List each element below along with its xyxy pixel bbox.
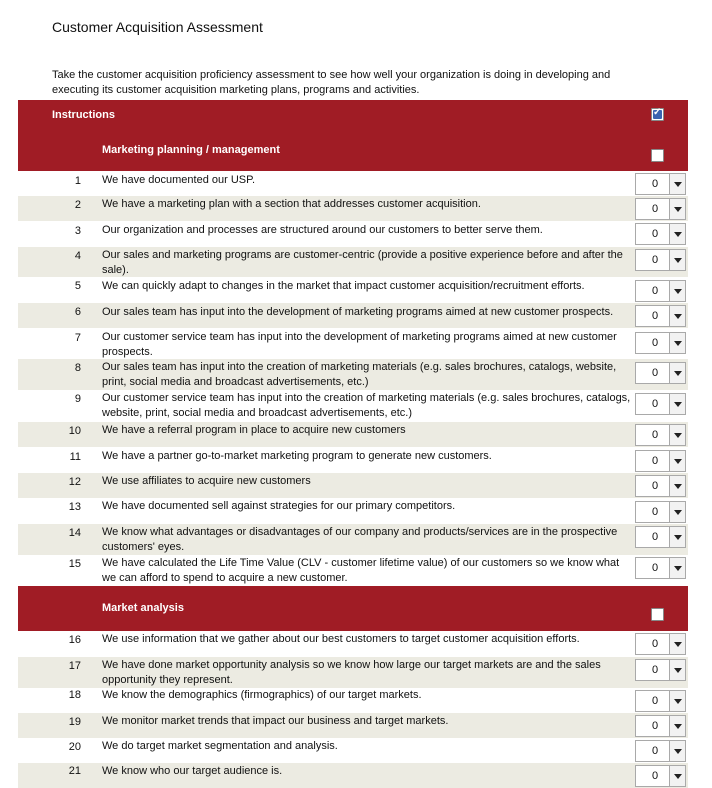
- question-text: Our sales and marketing programs are customer-centric (provide a positive experience before and after the sale).: [102, 249, 623, 276]
- score-select[interactable]: [635, 393, 686, 415]
- question-number: 1: [74, 175, 81, 187]
- question-text: Our customer service team has input into the creation of marketing materials (e.g. sales brochures, catalogs, website, print, social media and broadcast advertisements, etc.): [102, 392, 631, 419]
- score-select[interactable]: [635, 450, 686, 472]
- score-select[interactable]: [635, 305, 686, 327]
- question-row: [18, 277, 688, 303]
- page-title: Customer Acquisition Assessment: [52, 19, 263, 35]
- score-value: 0: [652, 664, 659, 676]
- chevron-down-icon[interactable]: [669, 363, 685, 383]
- section-checkbox[interactable]: [651, 149, 664, 162]
- score-value: 0: [652, 531, 659, 543]
- question-text: Our customer service team has input into the development of marketing programs aimed at new customer prospects.: [102, 331, 617, 358]
- question-row: [18, 328, 688, 359]
- question-number: 13: [68, 501, 81, 513]
- question-number: 14: [68, 527, 81, 539]
- question-text: We have a referral program in place to acquire new customers: [102, 424, 406, 436]
- chevron-down-icon[interactable]: [669, 394, 685, 414]
- question-number: 4: [74, 250, 81, 262]
- question-number: 19: [68, 716, 81, 728]
- question-text: We have calculated the Life Time Value (CLV - customer lifetime value) of our customers so we know what we can afford to spend to acquire a new customer.: [102, 557, 620, 584]
- chevron-down-icon[interactable]: [669, 558, 685, 578]
- chevron-down-icon[interactable]: [669, 691, 685, 711]
- score-select[interactable]: [635, 501, 686, 523]
- score-select[interactable]: [635, 280, 686, 302]
- question-number: 15: [68, 558, 81, 570]
- question-number: 10: [68, 425, 81, 437]
- question-row: [18, 555, 688, 586]
- instructions-bar[interactable]: [18, 100, 688, 130]
- question-text: We do target market segmentation and analysis.: [102, 740, 338, 752]
- score-value: 0: [652, 228, 659, 240]
- section-header-market-analysis: [18, 586, 688, 631]
- instructions-label: Instructions: [52, 109, 115, 121]
- question-number: 6: [74, 306, 81, 318]
- section-label: Market analysis: [102, 602, 184, 614]
- score-value: 0: [652, 720, 659, 732]
- question-number: 3: [74, 225, 81, 237]
- question-number: 11: [69, 451, 81, 463]
- chevron-down-icon[interactable]: [669, 174, 685, 194]
- score-select[interactable]: [635, 424, 686, 446]
- score-select[interactable]: [635, 526, 686, 548]
- score-select[interactable]: [635, 740, 686, 762]
- question-text: Our sales team has input into the creation of marketing materials (e.g. sales brochures, catalogs, website, print, social media and broadcast advertisements, etc.): [102, 361, 617, 388]
- score-value: 0: [652, 203, 659, 215]
- question-text: We use affiliates to acquire new customers: [102, 475, 311, 487]
- score-value: 0: [652, 638, 659, 650]
- chevron-down-icon[interactable]: [669, 527, 685, 547]
- section-label: Marketing planning / management: [102, 144, 280, 156]
- question-text: We have a partner go-to-market marketing program to generate new customers.: [102, 450, 492, 462]
- question-row: [18, 631, 688, 657]
- section-header-marketing-planning: [18, 130, 688, 171]
- chevron-down-icon[interactable]: [669, 333, 685, 353]
- question-number: 17: [68, 660, 81, 672]
- question-row: [18, 738, 688, 763]
- question-number: 2: [74, 199, 81, 211]
- score-select[interactable]: [635, 659, 686, 681]
- question-number: 12: [68, 476, 81, 488]
- score-select[interactable]: [635, 223, 686, 245]
- score-value: 0: [652, 562, 659, 574]
- question-text: Our sales team has input into the development of marketing programs aimed at new customer prospects.: [102, 306, 614, 318]
- score-value: 0: [652, 480, 659, 492]
- question-number: 21: [68, 765, 81, 777]
- question-number: 9: [74, 393, 81, 405]
- score-select[interactable]: [635, 690, 686, 712]
- question-row: [18, 657, 688, 688]
- question-row: [18, 303, 688, 328]
- score-select[interactable]: [635, 173, 686, 195]
- score-value: 0: [652, 367, 659, 379]
- question-row: [18, 422, 688, 447]
- question-text: We have documented sell against strategies for our primary competitors.: [102, 500, 456, 512]
- chevron-down-icon[interactable]: [669, 306, 685, 326]
- chevron-down-icon[interactable]: [669, 281, 685, 301]
- chevron-down-icon[interactable]: [669, 250, 685, 270]
- score-value: 0: [652, 695, 659, 707]
- instructions-checkbox[interactable]: [651, 108, 664, 121]
- question-row: [18, 196, 688, 221]
- score-select[interactable]: [635, 362, 686, 384]
- score-select[interactable]: [635, 475, 686, 497]
- chevron-down-icon[interactable]: [669, 476, 685, 496]
- score-value: 0: [652, 337, 659, 349]
- question-row: [18, 247, 688, 277]
- question-text: We have documented our USP.: [102, 174, 256, 186]
- question-row: [18, 221, 688, 247]
- question-row: [18, 473, 688, 498]
- chevron-down-icon[interactable]: [669, 660, 685, 680]
- score-value: 0: [652, 178, 659, 190]
- chevron-down-icon[interactable]: [669, 766, 685, 786]
- question-text: Our organization and processes are structured around our customers to better serve them.: [102, 224, 543, 236]
- chevron-down-icon[interactable]: [669, 199, 685, 219]
- score-value: 0: [652, 770, 659, 782]
- chevron-down-icon[interactable]: [669, 502, 685, 522]
- question-number: 20: [68, 741, 81, 753]
- question-row: [18, 171, 688, 196]
- score-value: 0: [652, 429, 659, 441]
- score-value: 0: [652, 506, 659, 518]
- section-checkbox[interactable]: [651, 608, 664, 621]
- score-value: 0: [652, 398, 659, 410]
- score-select[interactable]: [635, 715, 686, 737]
- score-select[interactable]: [635, 198, 686, 220]
- question-row: [18, 713, 688, 738]
- question-text: We use information that we gather about our best customers to target customer acquisition efforts.: [102, 633, 580, 645]
- question-text: We have done market opportunity analysis so we know how large our target markets are and the sales opportunity they represent.: [102, 659, 601, 686]
- question-row: [18, 359, 688, 390]
- question-row: [18, 390, 688, 422]
- score-value: 0: [652, 745, 659, 757]
- score-select[interactable]: [635, 332, 686, 354]
- question-row: [18, 524, 688, 555]
- question-text: We can quickly adapt to changes in the market that impact customer acquisition/recruitment efforts.: [102, 280, 585, 292]
- chevron-down-icon[interactable]: [669, 451, 685, 471]
- chevron-down-icon[interactable]: [669, 741, 685, 761]
- question-number: 5: [74, 280, 81, 292]
- question-text: We monitor market trends that impact our business and target markets.: [102, 715, 449, 727]
- score-select[interactable]: [635, 765, 686, 787]
- score-select[interactable]: [635, 557, 686, 579]
- question-text: We know the demographics (firmographics) of our target markets.: [102, 689, 422, 701]
- chevron-down-icon[interactable]: [669, 224, 685, 244]
- score-select[interactable]: [635, 249, 686, 271]
- score-select[interactable]: [635, 633, 686, 655]
- question-number: 16: [68, 634, 81, 646]
- question-row: [18, 688, 688, 713]
- question-row: [18, 447, 688, 473]
- question-number: 7: [74, 332, 81, 344]
- score-value: 0: [652, 285, 659, 297]
- question-text: We have a marketing plan with a section that addresses customer acquisition.: [102, 198, 481, 210]
- question-text: We know who our target audience is.: [102, 765, 283, 777]
- question-text: We know what advantages or disadvantages of our company and products/services are in the prospective customers' eyes.: [102, 526, 618, 553]
- question-row: [18, 498, 688, 524]
- chevron-down-icon[interactable]: [669, 634, 685, 654]
- score-value: 0: [652, 254, 659, 266]
- question-number: 8: [74, 362, 81, 374]
- chevron-down-icon[interactable]: [669, 716, 685, 736]
- score-value: 0: [652, 455, 659, 467]
- question-number: 18: [68, 689, 81, 701]
- question-row: [18, 763, 688, 788]
- chevron-down-icon[interactable]: [669, 425, 685, 445]
- score-value: 0: [652, 310, 659, 322]
- intro-text: Take the customer acquisition proficiency assessment to see how well your organization is doing in developing and executing its customer acquisition marketing plans, programs and activities.: [52, 69, 611, 96]
